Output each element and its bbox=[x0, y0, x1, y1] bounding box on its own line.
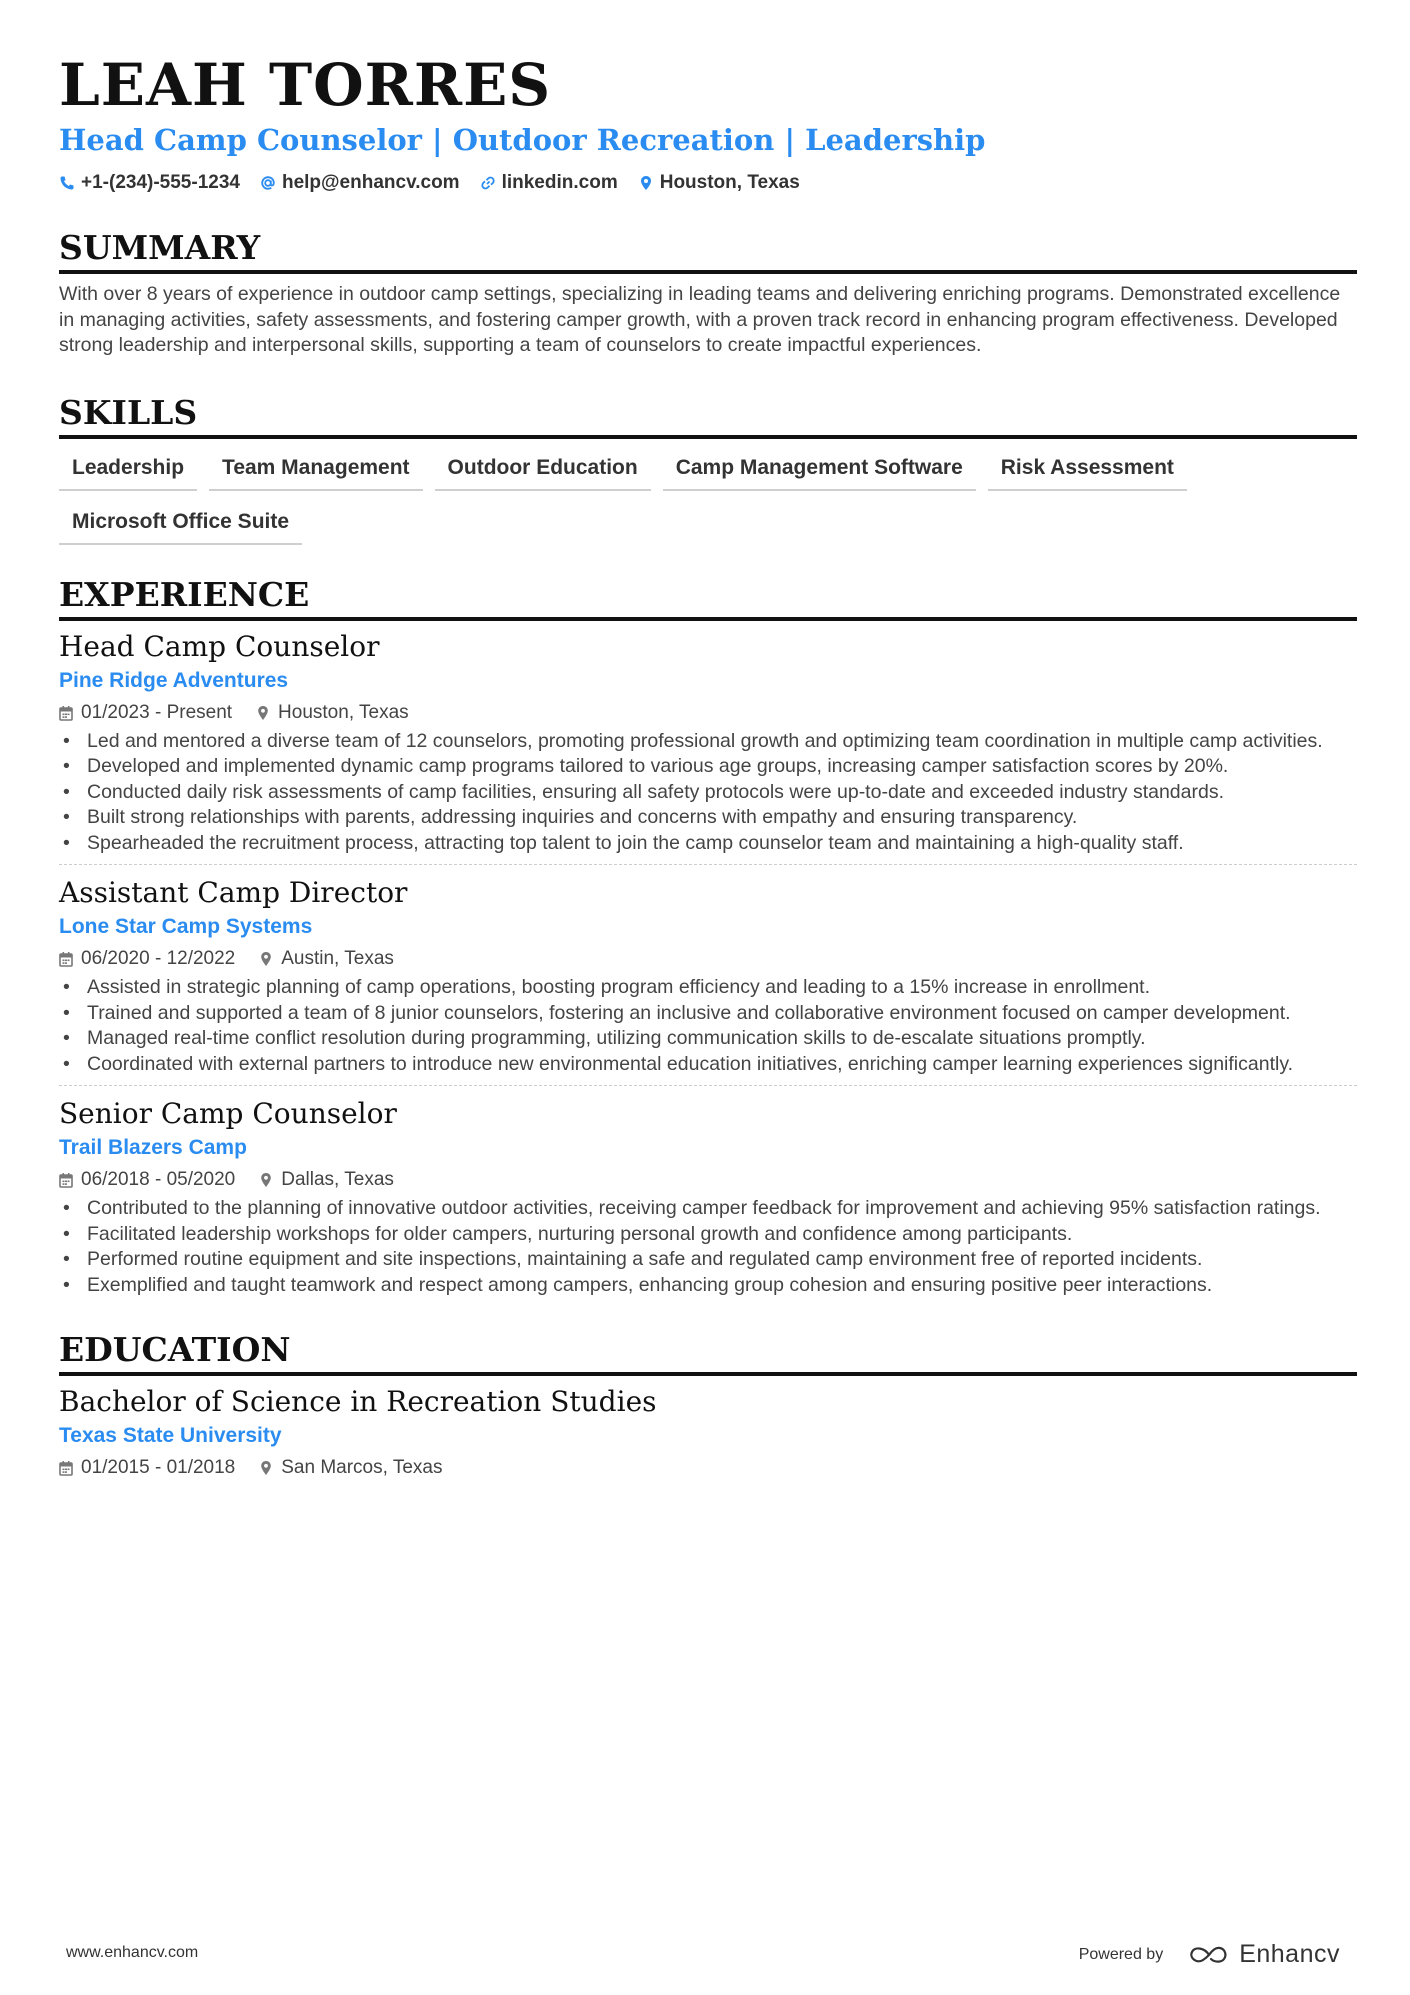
job-bullets bbox=[59, 975, 1357, 1077]
job-title: Senior Camp Counselor bbox=[59, 1097, 397, 1130]
skills-section bbox=[59, 393, 1357, 545]
bullet-item: • Coordinated with external partners to introduce new environmental education initiatives, enriching camper learning experiences significantly. bbox=[59, 1052, 1357, 1078]
skill-tag: Camp Management Software bbox=[663, 455, 976, 491]
candidate-name: LEAH TORRES bbox=[59, 51, 552, 119]
company-name: Lone Star Camp Systems bbox=[59, 915, 313, 938]
location-pin-icon bbox=[259, 1460, 273, 1476]
footer-branding bbox=[1079, 1940, 1340, 1969]
education-location-text: San Marcos, Texas bbox=[281, 1457, 443, 1478]
infinity-logo-icon bbox=[1187, 1944, 1231, 1966]
enhancv-logo[interactable] bbox=[1187, 1940, 1340, 1969]
job-dates bbox=[59, 700, 232, 726]
job-meta bbox=[59, 700, 1357, 726]
degree-title: Bachelor of Science in Recreation Studies bbox=[59, 1385, 657, 1418]
powered-by-text: Powered by bbox=[1078, 1945, 1164, 1963]
location-text: Houston, Texas bbox=[659, 172, 800, 193]
job-location-text: Dallas, Texas bbox=[281, 1169, 394, 1190]
experience-entry bbox=[59, 1096, 1357, 1298]
bullet-item: • Contributed to the planning of innovative outdoor activities, receiving camper feedback for improvement and achieving 95% satisfaction ratings. bbox=[59, 1196, 1357, 1222]
experience-entry bbox=[59, 629, 1357, 857]
company-name: Trail Blazers Camp bbox=[59, 1136, 247, 1159]
skill-tag: Risk Assessment bbox=[988, 455, 1187, 491]
phone-text[interactable]: +1-(234)-555-1234 bbox=[81, 172, 240, 193]
job-location-text: Austin, Texas bbox=[281, 948, 394, 969]
skill-tag: Leadership bbox=[59, 455, 197, 491]
page-footer bbox=[0, 1940, 1410, 1970]
experience-section bbox=[59, 575, 1357, 1299]
bullet-item: • Facilitated leadership workshops for older campers, nurturing personal growth and confidence among participants. bbox=[59, 1222, 1357, 1248]
location-pin-icon bbox=[256, 705, 270, 721]
phone-icon bbox=[59, 175, 75, 191]
bullet-item: • Built strong relationships with parents, addressing inquiries and concerns with empathy and ensuring transparency. bbox=[59, 805, 1357, 831]
job-location bbox=[259, 1167, 394, 1193]
company-name: Pine Ridge Adventures bbox=[59, 668, 289, 692]
contact-bar bbox=[59, 172, 1357, 194]
education-dates bbox=[59, 1455, 235, 1481]
job-meta bbox=[59, 946, 1357, 972]
at-sign-icon bbox=[260, 175, 276, 191]
entry-divider bbox=[59, 1085, 1357, 1086]
calendar-icon bbox=[59, 705, 73, 721]
contact-location bbox=[638, 172, 800, 194]
bullet-item: • Performed routine equipment and site inspections, maintaining a safe and regulated camp environment free of reported incidents. bbox=[59, 1247, 1357, 1273]
entry-divider bbox=[59, 864, 1357, 865]
resume-page bbox=[59, 0, 1357, 1481]
bullet-item: • Trained and supported a team of 8 junior counselors, fostering an inclusive and collaborative environment focused on camper development. bbox=[59, 1001, 1357, 1027]
job-dates-text: 06/2020 - 12/2022 bbox=[81, 948, 236, 969]
contact-email bbox=[260, 172, 460, 194]
contact-linkedin bbox=[480, 172, 618, 194]
job-title: Head Camp Counselor bbox=[59, 629, 380, 663]
bullet-item: • Exemplified and taught teamwork and respect among campers, enhancing group cohesion and ensuring positive peer interactions. bbox=[59, 1273, 1357, 1299]
skills-list bbox=[59, 455, 1357, 545]
candidate-headline: Head Camp Counselor | Outdoor Recreation | Leadership bbox=[59, 123, 986, 157]
bullet-item: • Conducted daily risk assessments of camp facilities, ensuring all safety protocols were up-to-date and exceeded industry standards. bbox=[59, 780, 1357, 806]
summary-text: With over 8 years of experience in outdoor camp settings, specializing in leading teams and delivering enriching programs. Demonstrated excellence in managing activities, safety assessments, and fostering camper growth, with a proven track record in enhancing program effectiveness. Developed strong leadership and interpersonal skills, supporting a team of counselors to create impactful experiences. bbox=[59, 283, 1341, 356]
job-dates-text: 01/2023 - Present bbox=[81, 701, 233, 723]
job-location-text: Houston, Texas bbox=[278, 701, 409, 723]
location-pin-icon bbox=[259, 1172, 273, 1188]
bullet-item: • Spearheaded the recruitment process, attracting top talent to join the camp counselor team and maintaining a high-quality staff. bbox=[59, 831, 1357, 857]
calendar-icon bbox=[59, 951, 73, 967]
calendar-icon bbox=[59, 1460, 73, 1476]
skill-tag: Microsoft Office Suite bbox=[59, 509, 302, 545]
linkedin-text[interactable]: linkedin.com bbox=[501, 172, 618, 193]
bullet-item: • Developed and implemented dynamic camp programs tailored to various age groups, increasing camper satisfaction scores by 20%. bbox=[59, 754, 1357, 780]
job-bullets bbox=[59, 729, 1357, 857]
education-dates-text: 01/2015 - 01/2018 bbox=[81, 1457, 236, 1478]
email-text[interactable]: help@enhancv.com bbox=[281, 172, 460, 193]
job-dates-text: 06/2018 - 05/2020 bbox=[81, 1169, 236, 1190]
bullet-item: • Led and mentored a diverse team of 12 counselors, promoting professional growth and optimizing team coordination in multiple camp activities. bbox=[59, 729, 1357, 755]
contact-phone bbox=[59, 172, 240, 194]
job-meta bbox=[59, 1167, 1357, 1193]
education-location bbox=[259, 1455, 442, 1481]
calendar-icon bbox=[59, 1172, 73, 1188]
education-section bbox=[59, 1330, 1357, 1481]
skills-heading: SKILLS bbox=[59, 393, 1357, 439]
location-pin-icon bbox=[259, 951, 273, 967]
school-name: Texas State University bbox=[59, 1424, 282, 1447]
job-location bbox=[256, 700, 409, 726]
bullet-item: • Assisted in strategic planning of camp operations, boosting program efficiency and leading to a 15% increase in enrollment. bbox=[59, 975, 1357, 1001]
job-title: Assistant Camp Director bbox=[59, 876, 408, 909]
education-heading: EDUCATION bbox=[59, 1330, 1357, 1376]
experience-entry bbox=[59, 875, 1357, 1077]
footer-website[interactable]: www.enhancv.com bbox=[66, 1944, 199, 1961]
job-bullets bbox=[59, 1196, 1357, 1298]
summary-section bbox=[59, 228, 1357, 359]
summary-heading: SUMMARY bbox=[59, 228, 1357, 274]
job-dates bbox=[59, 1167, 235, 1193]
job-dates bbox=[59, 946, 235, 972]
experience-heading: EXPERIENCE bbox=[59, 575, 1357, 621]
education-meta bbox=[59, 1455, 1357, 1481]
bullet-item: • Managed real-time conflict resolution during programming, utilizing communication skills to de-escalate situations promptly. bbox=[59, 1026, 1357, 1052]
location-pin-icon bbox=[638, 175, 654, 191]
brand-name: Enhancv bbox=[1239, 1940, 1340, 1968]
link-icon bbox=[480, 175, 496, 191]
skill-tag: Outdoor Education bbox=[435, 455, 651, 491]
job-location bbox=[259, 946, 394, 972]
education-entry bbox=[59, 1384, 1357, 1481]
skill-tag: Team Management bbox=[209, 455, 423, 491]
